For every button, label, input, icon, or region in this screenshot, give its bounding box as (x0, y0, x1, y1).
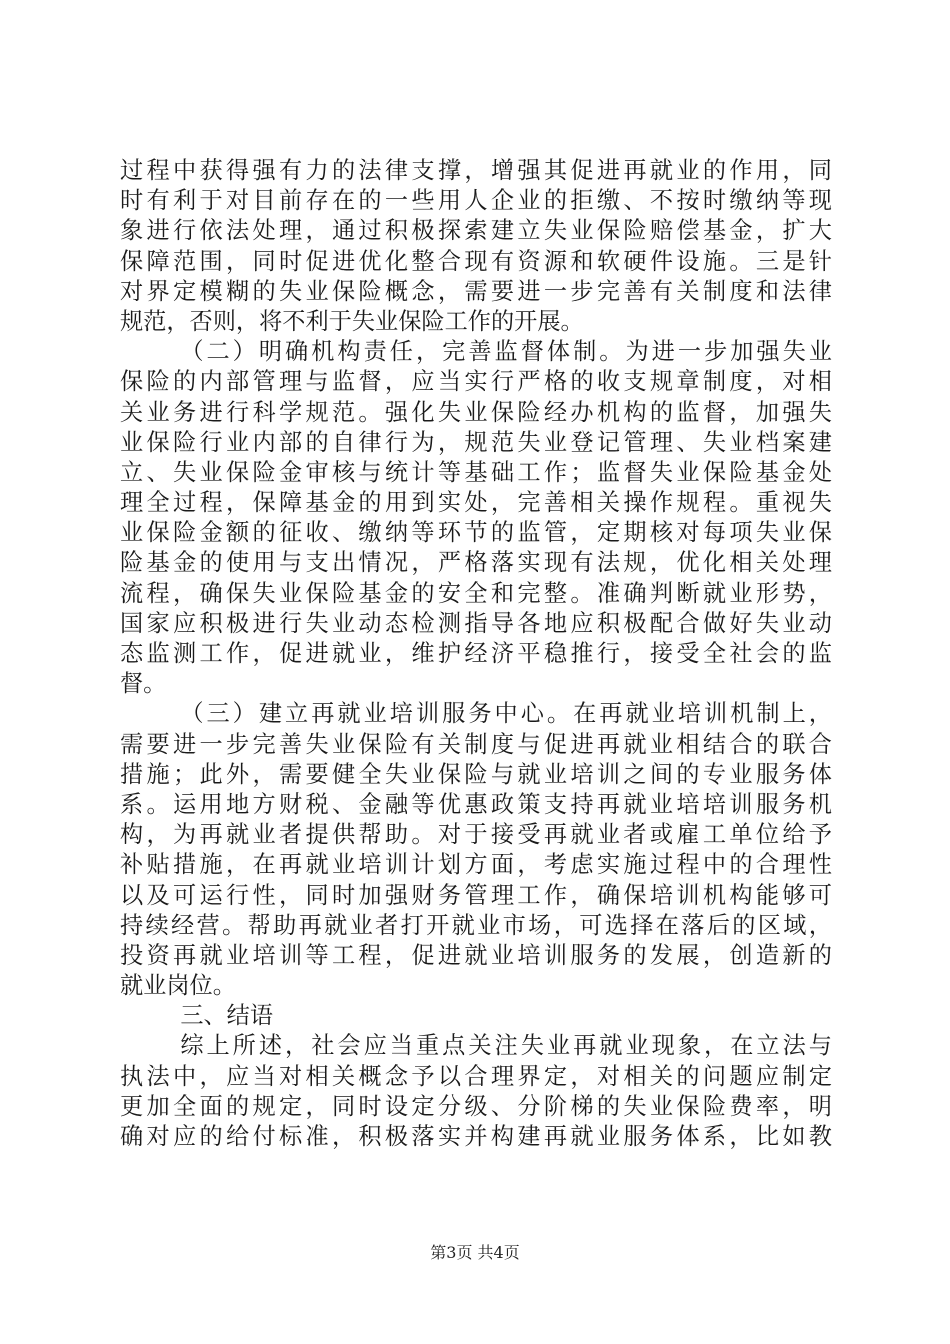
text-line: 保障范围，同时促进优化整合现有资源和软硬件设施。三是针 (120, 247, 832, 275)
page-number-label: 第3页 共4页 (430, 1243, 520, 1262)
text-line: 更加全面的规定，同时设定分级、分阶梯的失业保险费率，明 (120, 1092, 832, 1120)
text-line: 需要进一步完善失业保险有关制度与促进再就业相结合的联合 (120, 730, 832, 758)
text-line: 措施；此外，需要健全失业保险与就业培训之间的专业服务体 (120, 760, 832, 788)
text-line: 险基金的使用与支出情况，严格落实现有法规，优化相关处理 (120, 549, 832, 577)
text-line: 立、失业保险金审核与统计等基础工作；监督失业保险基金处 (120, 458, 832, 486)
text-line: 态监测工作，促进就业，维护经济平稳推行，接受全社会的监 (120, 640, 832, 667)
text-line: 对界定模糊的失业保险概念，需要进一步完善有关制度和法律 (120, 277, 832, 305)
document-body (120, 156, 832, 1152)
text-line: 过程中获得强有力的法律支撑，增强其促进再就业的作用，同 (120, 157, 832, 184)
page-footer (0, 1243, 950, 1263)
text-line: 规范，否则，将不利于失业保险工作的开展。 (120, 307, 584, 335)
text-line: 理全过程，保障基金的用到实处，完善相关操作规程。重视失 (120, 489, 832, 517)
text-line: 保险的内部管理与监督，应当实行严格的收支规章制度，对相 (120, 368, 832, 396)
text-line: 补贴措施，在再就业培训计划方面，考虑实施过程中的合理性 (120, 851, 832, 879)
text-line: 督。 (120, 670, 167, 698)
text-line: （三）建立再就业培训服务中心。在再就业培训机制上， (180, 700, 832, 728)
text-line: 时有利于对目前存在的一些用人企业的拒缴、不按时缴纳等现 (120, 187, 832, 215)
text-line: 就业岗位。 (120, 972, 236, 1000)
text-line: 业保险行业内部的自律行为，规范失业登记管理、失业档案建 (120, 428, 832, 456)
text-line: 以及可运行性，同时加强财务管理工作，确保培训机构能够可 (120, 881, 832, 909)
text-line: 关业务进行科学规范。强化失业保险经办机构的监督，加强失 (120, 398, 832, 426)
text-line: 三、结语 (180, 1002, 274, 1030)
text-line: 系。运用地方财税、金融等优惠政策支持再就业培培训服务机 (120, 790, 832, 818)
text-line: 综上所述，社会应当重点关注失业再就业现象，在立法与 (180, 1032, 832, 1060)
text-line: 构，为再就业者提供帮助。对于接受再就业者或雇工单位给予 (120, 821, 832, 849)
text-line: 确对应的给付标准，积极落实并构建再就业服务体系，比如教 (120, 1123, 832, 1150)
text-line: 持续经营。帮助再就业者打开就业市场，可选择在落后的区域， (120, 911, 832, 939)
text-line: 国家应积极进行失业动态检测指导各地应积极配合做好失业动 (120, 609, 832, 637)
text-line: （二）明确机构责任，完善监督体制。为进一步加强失业 (180, 338, 832, 366)
text-line: 投资再就业培训等工程，促进就业培训服务的发展，创造新的 (120, 941, 832, 969)
text-line: 流程，确保失业保险基金的安全和完整。准确判断就业形势， (120, 579, 832, 607)
text-line: 象进行依法处理，通过积极探索建立失业保险赔偿基金，扩大 (120, 217, 832, 245)
text-line: 执法中，应当对相关概念予以合理界定，对相关的问题应制定 (120, 1062, 832, 1090)
text-line: 业保险金额的征收、缴纳等环节的监管，定期核对每项失业保 (120, 519, 832, 547)
